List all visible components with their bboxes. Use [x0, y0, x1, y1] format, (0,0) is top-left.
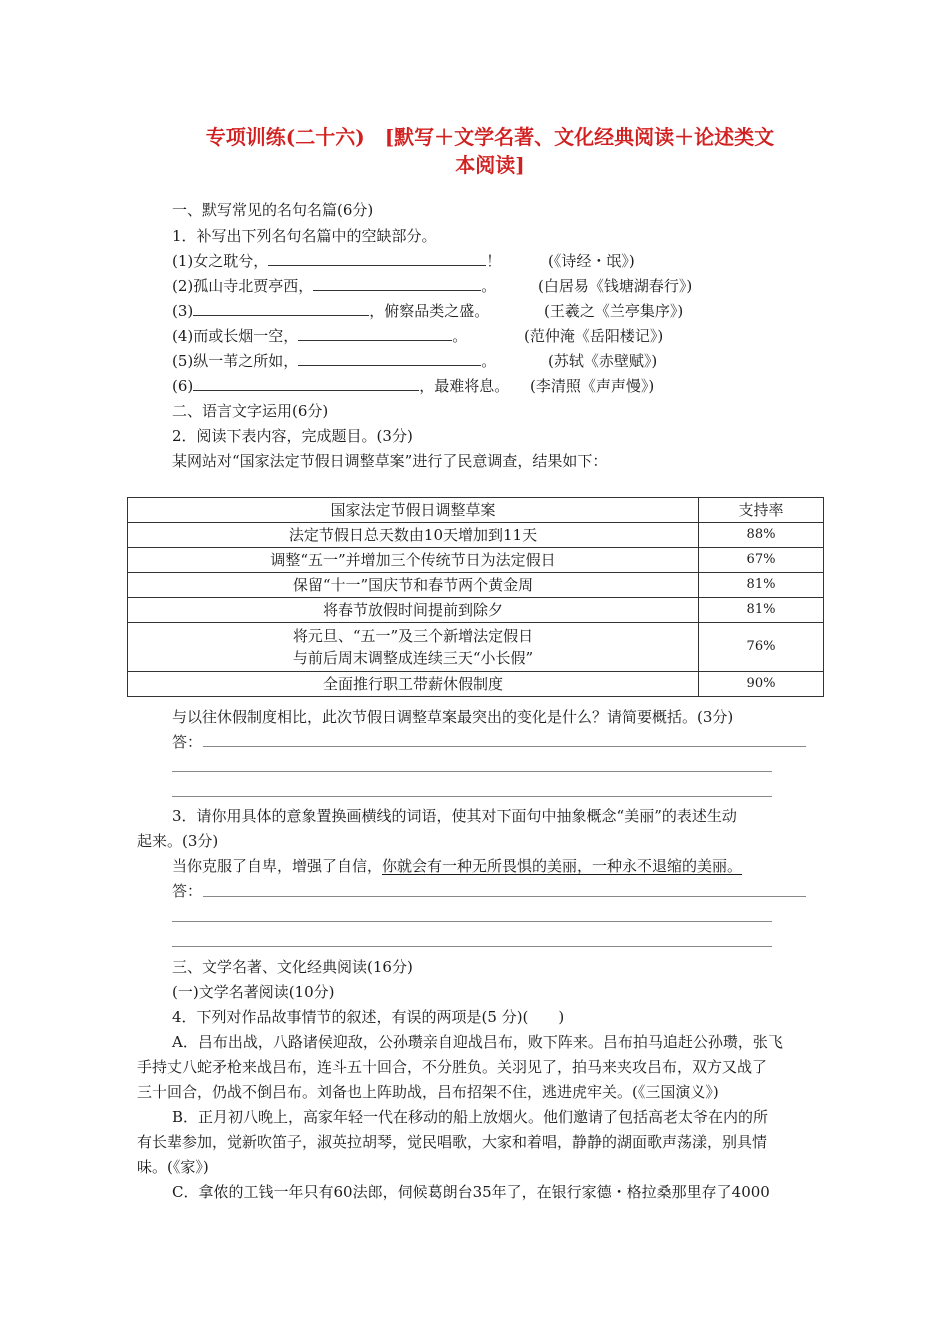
table-cell-item: 调整“五一”并增加三个传统节日为法定假日	[128, 548, 699, 573]
fill-item-6: (6) ，最难将息。	[172, 377, 510, 395]
question-3-line-2: 起来。(3分)	[137, 832, 219, 850]
source-3: (王羲之《兰亭集序》)	[544, 302, 684, 320]
question-2-ask: 与以往休假制度相比，此次节假日调整草案最突出的变化是什么？请简要概括。(3分)	[172, 708, 734, 726]
source-4: (范仲淹《岳阳楼记》)	[524, 327, 664, 345]
question-2: 2．阅读下表内容，完成题目。(3分)	[172, 427, 413, 445]
answer-line[interactable]	[203, 746, 806, 747]
answer-blank[interactable]	[298, 325, 452, 341]
option-c-line-1: C．拿侬的工钱一年只有60法郎，伺候葛朗台35年了，在银行家德・格拉桑那里存了4000	[172, 1183, 770, 1201]
answer-line[interactable]	[172, 946, 772, 947]
question-3-line-1: 3．请你用具体的意象置换画横线的词语，使其对下面句中抽象概念“美丽”的表述生动	[172, 807, 737, 825]
question-1: 1．补写出下列名句名篇中的空缺部分。	[172, 227, 437, 245]
answer-line[interactable]	[172, 771, 772, 772]
answer-blank[interactable]	[193, 375, 419, 391]
table-row	[128, 672, 824, 697]
source-1: (《诗经・氓》)	[548, 252, 635, 270]
option-b-line-3: 味。(《家》)	[137, 1158, 209, 1176]
title-line-1: 专项训练(二十六) [默写＋文学名著、文化经典阅读＋论述类文	[205, 125, 775, 149]
fill-item-4: (4)而或长烟一空， 。	[172, 327, 468, 345]
table-row	[128, 598, 824, 623]
option-a-line-3: 三十回合，仍战不倒吕布。刘备也上阵助战，吕布招架不住，逃进虎牢关。(《三国演义》)	[137, 1083, 719, 1101]
table-cell-rate: 88%	[699, 523, 824, 548]
page-title	[150, 123, 830, 179]
answer-line[interactable]	[172, 921, 772, 922]
fill-item-5: (5)纵一苇之所如， 。	[172, 352, 497, 370]
option-a-line-1: A．吕布出战，八路诸侯迎敌，公孙瓒亲自迎战吕布，败下阵来。吕布拍马追赶公孙瓒，张飞	[172, 1033, 783, 1051]
section-3-heading: 三、文学名著、文化经典阅读(16分)	[172, 958, 413, 976]
table-cell-rate: 81%	[699, 573, 824, 598]
survey-table	[127, 497, 824, 697]
table-header-row	[128, 498, 824, 523]
header-cell-rate: 支持率	[699, 498, 824, 523]
table-cell-item: 法定节假日总天数由10天增加到11天	[128, 523, 699, 548]
section-2-heading: 二、语言文字运用(6分)	[172, 402, 329, 420]
option-b-line-1: B．正月初八晚上，高家年轻一代在移动的船上放烟火。他们邀请了包括高老太爷在内的所	[172, 1108, 769, 1126]
table-row	[128, 623, 824, 672]
source-5: (苏轼《赤壁赋》)	[548, 352, 658, 370]
option-b-line-2: 有长辈参加，觉新吹笛子，淑英拉胡琴，觉民唱歌，大家和着唱，静静的湖面歌声荡漾，别具情	[137, 1133, 768, 1151]
table-cell-item: 保留“十一”国庆节和春节两个黄金周	[128, 573, 699, 598]
table-cell-rate: 76%	[699, 623, 824, 672]
answer-line[interactable]	[172, 796, 772, 797]
source-2: (白居易《钱塘湖春行》)	[538, 277, 693, 295]
fill-item-1: (1)女之耽兮， ！	[172, 252, 502, 270]
table-row	[128, 548, 824, 573]
answer-blank[interactable]	[298, 350, 481, 366]
answer-blank[interactable]	[313, 275, 481, 291]
title-line-2: 本阅读]	[455, 153, 525, 177]
question-4: 4．下列对作品故事情节的叙述，有误的两项是(5 分)( )	[172, 1008, 565, 1026]
answer-label: 答：	[172, 733, 203, 751]
answer-line[interactable]	[203, 896, 806, 897]
answer-blank[interactable]	[193, 300, 369, 316]
underlined-phrase: 你就会有一种无所畏惧的美丽，一种永不退缩的美丽。	[382, 857, 743, 875]
table-row	[128, 523, 824, 548]
header-cell-item: 国家法定节假日调整草案	[128, 498, 699, 523]
fill-item-2: (2)孤山寺北贾亭西， 。	[172, 277, 497, 295]
subsection-heading: (一)文学名著阅读(10分)	[172, 983, 335, 1001]
section-1-heading: 一、默写常见的名句名篇(6分)	[172, 201, 374, 219]
fill-item-3: (3) ，俯察品类之盛。	[172, 302, 490, 320]
table-cell-item: 将春节放假时间提前到除夕	[128, 598, 699, 623]
table-row	[128, 573, 824, 598]
source-6: (李清照《声声慢》)	[530, 377, 655, 395]
table-cell-rate: 81%	[699, 598, 824, 623]
table-cell-rate: 67%	[699, 548, 824, 573]
answer-blank[interactable]	[268, 250, 486, 266]
option-a-line-2: 手持丈八蛇矛枪来战吕布，连斗五十回合，不分胜负。关羽见了，拍马来夹攻吕布，双方又战了	[137, 1058, 768, 1076]
answer-label: 答：	[172, 882, 203, 900]
table-cell-item: 全面推行职工带薪休假制度	[128, 672, 699, 697]
table-cell-item: 将元旦、“五一”及三个新增法定假日 与前后周末调整成连续三天“小长假”	[128, 623, 699, 672]
survey-intro: 某网站对“国家法定节假日调整草案”进行了民意调查，结果如下：	[172, 452, 608, 470]
table-cell-rate: 90%	[699, 672, 824, 697]
question-3-sentence: 当你克服了自卑，增强了自信，你就会有一种无所畏惧的美丽，一种永不退缩的美丽。	[172, 857, 743, 875]
